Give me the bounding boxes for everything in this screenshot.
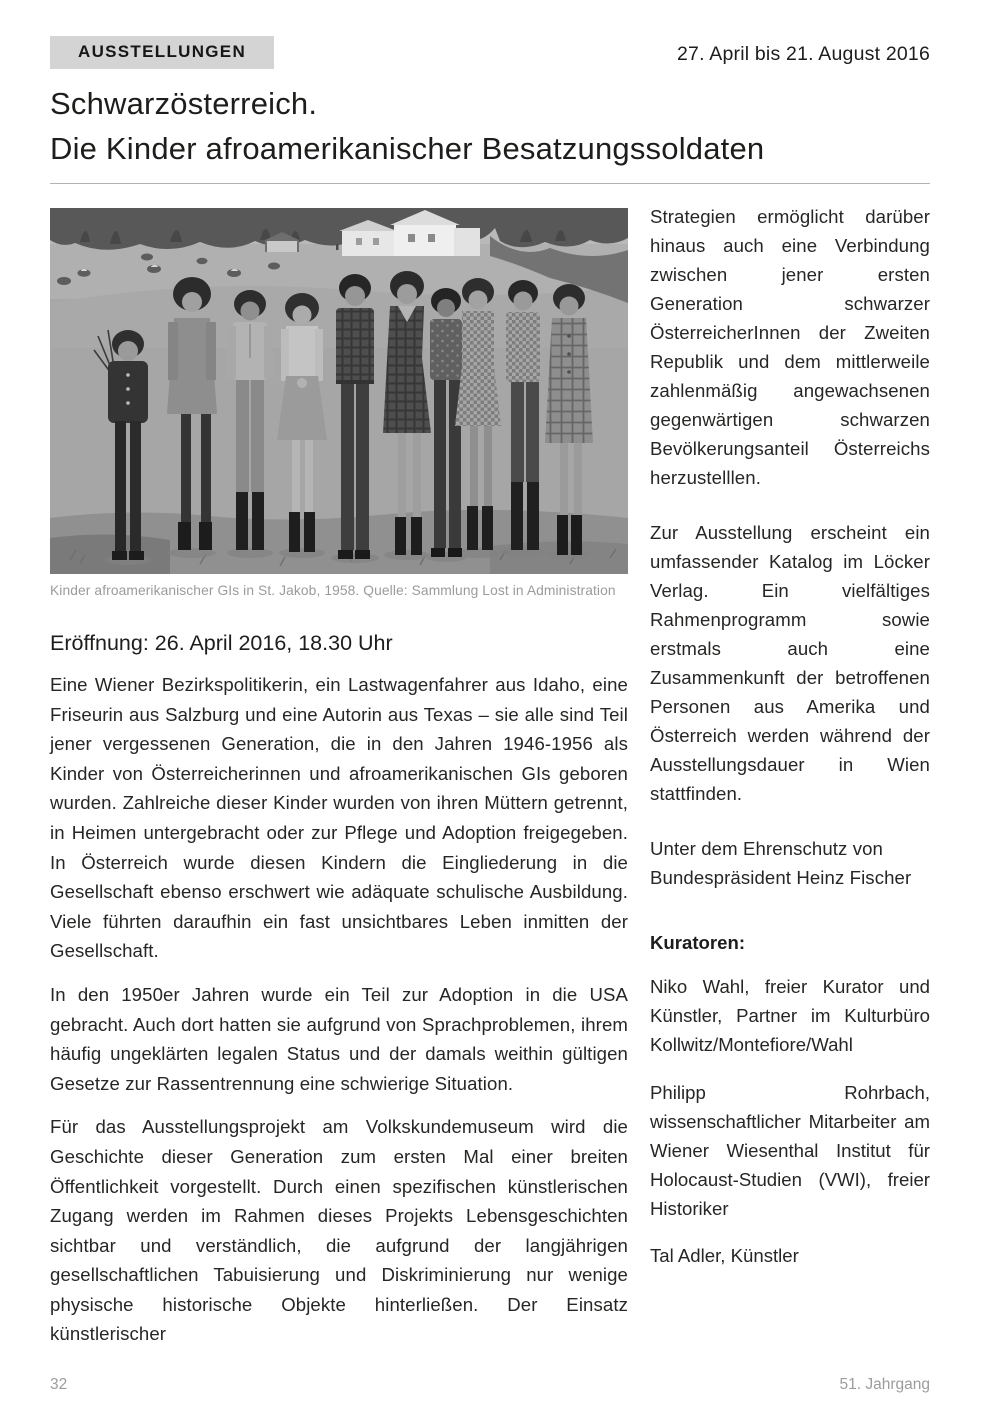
page-header	[50, 36, 930, 69]
curator-entry: Tal Adler, Künstler	[650, 1245, 799, 1267]
curators-heading: Kuratoren:	[650, 932, 746, 953]
curator-entry: Niko Wahl, freier Kurator und Künstler, Partner im Kulturbüro Kollwitz/Montefiore/Wahl	[650, 976, 930, 1055]
photo-caption: Kinder afroamerikanischer GIs in St. Jakob, 1958. Quelle: Sammlung Lost in Administration	[50, 583, 616, 598]
left-column	[50, 208, 628, 1349]
page-number: 32	[50, 1376, 68, 1393]
patronage-paragraph: Unter dem Ehrenschutz von Bundespräsident Heinz Fischer	[650, 838, 912, 888]
curator-entry: Philipp Rohrbach, wissenschaftlicher Mitarbeiter am Wiener Wiesenthal Institut für Holocaust-Studien (VWI), freier Historiker	[650, 1081, 930, 1219]
opening-subheading: Eröffnung: 26. April 2016, 18.30 Uhr	[50, 631, 393, 655]
page-footer	[50, 1376, 930, 1394]
exhibition-date-range: 27. April bis 21. August 2016	[677, 43, 930, 65]
article-paragraph: Strategien ermöglicht darüber hinaus auch eine Verbindung zwischen jener ersten Generation schwarzer ÖsterreicherInnen der Zweiten Republik und dem mittlerweile zahlenmäßig angewachsenen gegenwärtigen schwarzen Bevölkerungsanteil Österreichs herzustelllen.	[650, 206, 930, 488]
article-title-line1: Schwarzösterreich.	[50, 86, 318, 121]
children-field-photo	[50, 208, 628, 574]
volume-label: 51. Jahrgang	[839, 1376, 930, 1393]
right-column	[650, 208, 930, 1349]
article-photo	[50, 208, 628, 574]
child-9	[506, 280, 540, 550]
article-paragraph: Für das Ausstellungsprojekt am Volkskundemuseum wird die Geschichte dieser Generation zum ersten Mal einer breiten Öffentlichkeit vorgestellt. Durch einen spezifischen künstlerischen Zugang werden im Rahmen dieses Projekts Lebensgeschichten sichtbar und verständlich, die aufgrund der langjährigen gesellschaftlichen Tabuisierung und Diskriminierung nur wenige physische historische Objekte hinterließen. Der Einsatz künstlerischer	[50, 1116, 628, 1345]
section-badge: AUSSTELLUNGEN	[50, 36, 274, 69]
article-title	[50, 81, 930, 171]
article-paragraph: In den 1950er Jahren wurde ein Teil zur Adoption in die USA gebracht. Auch dort hatten sie aufgrund von Sprachproblemen, ihrem häufig ungeklärten legalen Status und der damals weithin gültigen Gesetze zur Rassentrennung eine schwierige Situation.	[50, 983, 628, 1094]
article-paragraph: Zur Ausstellung erscheint ein umfassender Katalog im Löcker Verlag. Ein vielfältiges Rahmenprogramm sowie erstmals auch eine Zusammenkunft der betroffenen Personen aus Amerika und Österreich werden während der Ausstellungsdauer in Wien stattfinden.	[650, 522, 930, 804]
article-title-line2: Die Kinder afroamerikanischer Besatzungssoldaten	[50, 131, 765, 166]
header-divider	[50, 183, 930, 184]
article-columns	[50, 208, 930, 1349]
article-paragraph: Eine Wiener Bezirkspolitikerin, ein Lastwagenfahrer aus Idaho, eine Friseurin aus Salzburg und eine Autorin aus Texas – sie alle sind Teil jener vergessenen Generation, die in den Jahren 1946-1956 als Kinder von Österreicherinnen und afroamerikanischen GIs geboren wurden. Zahlreiche dieser Kinder wurden von ihren Müttern getrennt, in Heimen untergebracht oder zur Pflege und Adoption freigegeben. In Österreich wurde diesen Kindern die Eingliederung in die Gesellschaft ebenso erschwert wie adäquate schulische Ausbildung. Viele führten daraufhin ein fast unsichtbares Leben inmitten der Gesellschaft.	[50, 674, 628, 962]
